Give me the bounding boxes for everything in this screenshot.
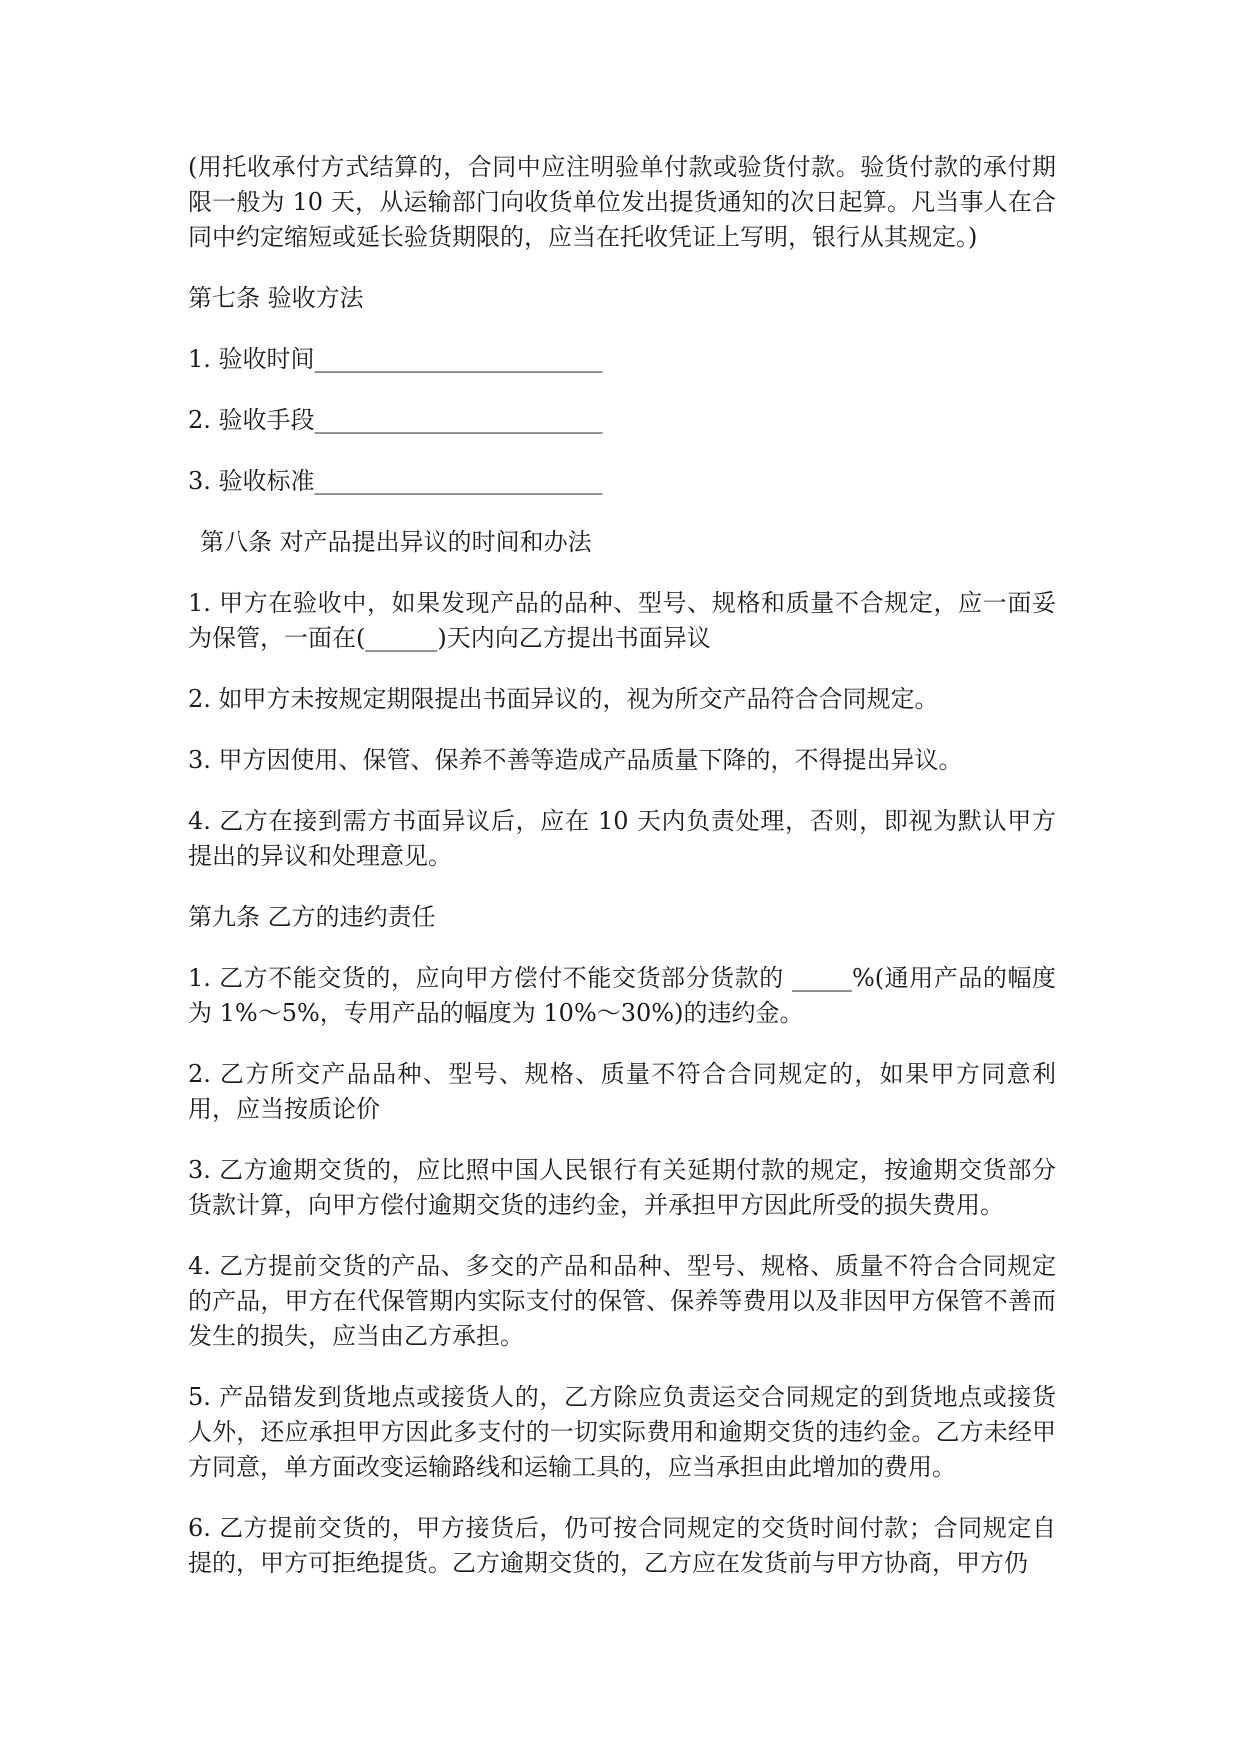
article-8-item-4: 4. 乙方在接到需方书面异议后，应在 10 天内负责处理，否则，即视为默认甲方提出的异议和处理意见。	[188, 807, 1056, 870]
article-9-item-3: 3. 乙方逾期交货的，应比照中国人民银行有关延期付款的规定，按逾期交货部分货款计算，向甲方偿付逾期交货的违约金，并承担甲方因此所受的损失费用。	[188, 1156, 1056, 1219]
intro-paragraph: (用托收承付方式结算的，合同中应注明验单付款或验货付款。验货付款的承付期限一般为 10 天，从运输部门向收货单位发出提货通知的次日起算。凡当事人在合同中约定缩短或延长验货期限的，应当在托收凭证上写明，银行从其规定。)	[188, 153, 1056, 251]
article-9-item-6: 6. 乙方提前交货的，甲方接货后，仍可按合同规定的交货时间付款；合同规定自提的，甲方可拒绝提货。乙方逾期交货的，乙方应在发货前与甲方协商，甲方仍	[188, 1514, 1056, 1577]
article-9-item-2: 2. 乙方所交产品品种、型号、规格、质量不符合合同规定的，如果甲方同意利用，应当按质论价	[188, 1060, 1056, 1123]
article-7-item-1: 1. 验收时间________________________	[188, 345, 603, 373]
article-9-item-4: 4. 乙方提前交货的产品、多交的产品和品种、型号、规格、质量不符合合同规定的产品，甲方在代保管期内实际支付的保管、保养等费用以及非因甲方保管不善而发生的损失，应当由乙方承担。	[188, 1252, 1056, 1350]
article-8-item-1: 1. 甲方在验收中，如果发现产品的品种、型号、规格和质量不合规定，应一面妥为保管，一面在(______)天内向乙方提出书面异议	[188, 589, 1056, 652]
article-7-item-3: 3. 验收标准________________________	[188, 467, 603, 495]
article-8-heading: 第八条 对产品提出异议的时间和办法	[200, 528, 592, 556]
article-8-item-3: 3. 甲方因使用、保管、保养不善等造成产品质量下降的，不得提出异议。	[188, 746, 963, 774]
article-7-heading: 第七条 验收方法	[188, 284, 364, 312]
article-8-item-2: 2. 如甲方未按规定期限提出书面异议的，视为所交产品符合合同规定。	[188, 685, 939, 713]
article-7-item-2: 2. 验收手段________________________	[188, 406, 603, 434]
article-9-heading: 第九条 乙方的违约责任	[188, 903, 436, 931]
document-page	[188, 150, 1056, 1607]
article-9-item-5: 5. 产品错发到货地点或接货人的，乙方除应负责运交合同规定的到货地点或接货人外，还应承担甲方因此多支付的一切实际费用和逾期交货的违约金。乙方未经甲方同意，单方面改变运输路线和运输工具的，应当承担由此增加的费用。	[188, 1383, 1056, 1481]
article-9-item-1: 1. 乙方不能交货的，应向甲方偿付不能交货部分货款的 _____%(通用产品的幅度为 1%～5%，专用产品的幅度为 10%～30%)的违约金。	[188, 964, 1056, 1027]
